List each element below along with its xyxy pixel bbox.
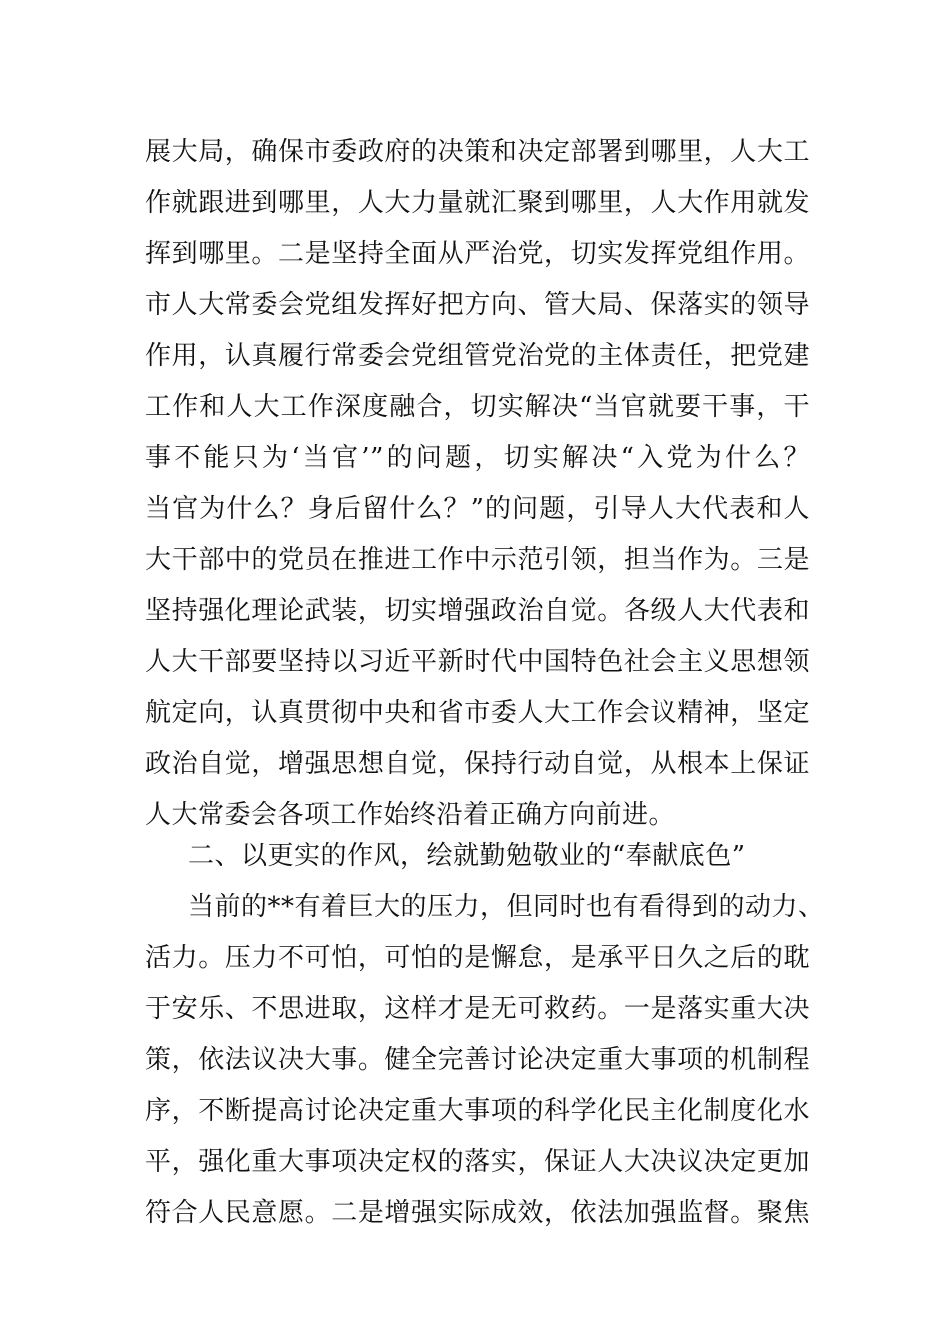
text-line: 挥到哪里。二是坚持全面从严治党，切实发挥党组作用。 — [145, 239, 810, 269]
text-line: 人大常委会各项工作始终沿着正确方向前进。 — [145, 800, 676, 830]
text-line: 平，强化重大事项决定权的落实，保证人大决议决定更加 — [145, 1147, 810, 1177]
text-line: 当前的**有着巨大的压力，但同时也有看得到的动力、 — [188, 892, 825, 922]
text-line: 于安乐、不思进取，这样才是无可救药。一是落实重大决 — [145, 994, 810, 1024]
text-line: 工作和人大工作深度融合，切实解决“当官就要干事，干 — [145, 392, 810, 422]
text-line: 大干部中的党员在推进工作中示范引领，担当作为。三是 — [145, 545, 810, 575]
text-line: 作用，认真履行常委会党组管党治党的主体责任，把党建 — [145, 341, 810, 371]
text-line: 序，不断提高讨论决定重大事项的科学化民主化制度化水 — [145, 1096, 810, 1126]
section-heading: 二、以更实的作风，绘就勤勉敬业的“奉献底色” — [188, 841, 746, 871]
text-line: 人大干部要坚持以习近平新时代中国特色社会主义思想领 — [145, 647, 810, 677]
text-line: 符合人民意愿。二是增强实际成效，依法加强监督。聚焦 — [145, 1198, 810, 1228]
text-line: 坚持强化理论武装，切实增强政治自觉。各级人大代表和 — [145, 596, 810, 626]
text-line: 展大局，确保市委政府的决策和决定部署到哪里，人大工 — [145, 137, 810, 167]
text-line: 航定向，认真贯彻中央和省市委人大工作会议精神，坚定 — [145, 698, 810, 728]
text-line: 活力。压力不可怕，可怕的是懈怠，是承平日久之后的耽 — [145, 943, 810, 973]
text-line: 作就跟进到哪里，人大力量就汇聚到哪里，人大作用就发 — [145, 188, 810, 218]
text-line: 事不能只为‘当官’”的问题，切实解决“入党为什么？ — [145, 443, 810, 473]
text-line: 市人大常委会党组发挥好把方向、管大局、保落实的领导 — [145, 290, 810, 320]
text-line: 政治自觉，增强思想自觉，保持行动自觉，从根本上保证 — [145, 749, 810, 779]
text-line: 当官为什么？身后留什么？”的问题，引导人大代表和人 — [145, 494, 810, 524]
text-line: 策，依法议决大事。健全完善讨论决定重大事项的机制程 — [145, 1045, 810, 1075]
